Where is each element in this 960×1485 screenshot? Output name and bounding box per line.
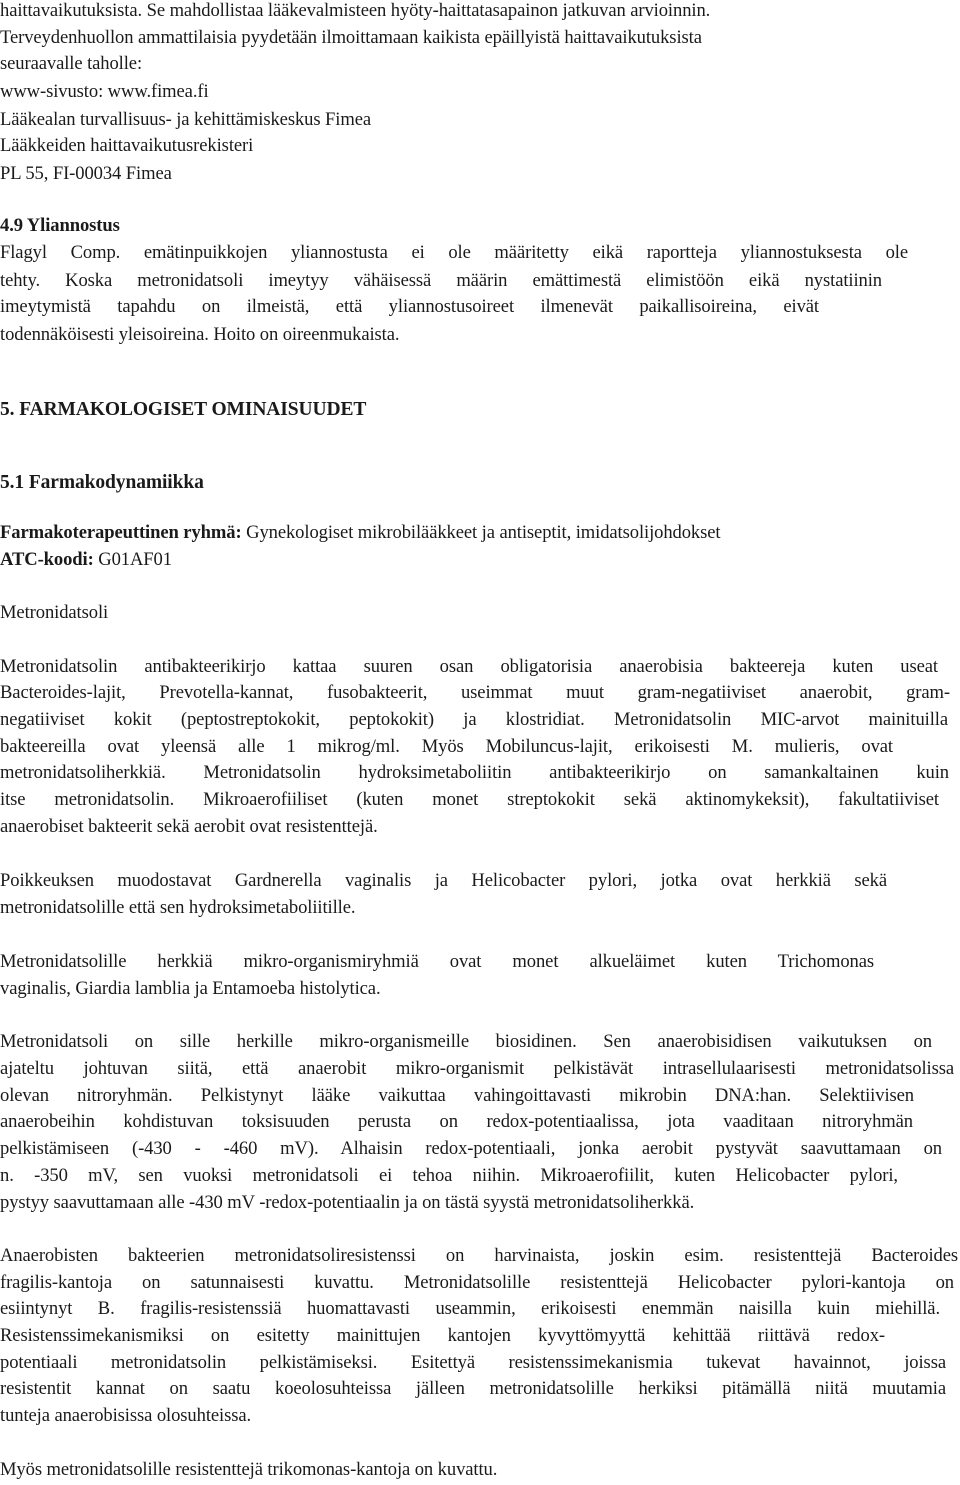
pharmacotherapeutic-group-label: Farmakoterapeuttinen ryhmä: [0, 522, 242, 543]
text-line: seuraavalle taholle: [0, 53, 143, 74]
text-line: imeytymistä tapahdu on ilmeistä, että yliannostusoireet ilmenevät paikallisoireina, eivät [0, 296, 819, 317]
text-line: Lääkkeiden haittavaikutusrekisteri [0, 135, 254, 156]
text-line: metronidatsoliherkkiä. Metronidatsolin hydroksimetaboliitin antibakteerikirjo on samankaltainen kuin [0, 762, 949, 783]
text-line: haittavaikutuksista. Se mahdollistaa lääkevalmisteen hyöty-haittatasapainon jatkuvan arvioinnin. [0, 0, 711, 21]
section-heading-4-9: 4.9 Yliannostus [0, 215, 120, 236]
atc-code-label: ATC-koodi: [0, 549, 94, 570]
text-line: pystyy saavuttamaan alle -430 mV -redox-potentiaalin ja on tästä syystä metronidatsoliherkkä. [0, 1192, 695, 1213]
section-heading-5: 5. FARMAKOLOGISET OMINAISUUDET [0, 399, 367, 420]
text-line: anaerobiset bakteerit sekä aerobit ovat resistenttejä. [0, 816, 378, 837]
text-line: n. -350 mV, sen vuoksi metronidatsoli ei tehoa niihin. Mikroaerofiilit, kuten Helicobacter pylori, [0, 1165, 898, 1186]
text-line: Anaerobisten bakteerien metronidatsoliresistenssi on harvinaista, joskin esim. resistenttejä Bacteroides [0, 1245, 958, 1266]
text-line: Metronidatsolin antibakteerikirjo kattaa suuren osan obligatorisia anaerobisia bakteereja kuten useat [0, 656, 938, 677]
text-line: www-sivusto: www.fimea.fi [0, 81, 209, 102]
text-line: Lääkealan turvallisuus- ja kehittämiskeskus Fimea [0, 109, 372, 130]
text-line: resistentit kannat on saatu koeolosuhteissa jälleen metronidatsolille herkiksi pitämällä niitä muutamia [0, 1378, 946, 1399]
text-line: Metronidatsolille herkkiä mikro-organismiryhmiä ovat monet alkueläimet kuten Trichomonas [0, 951, 874, 972]
text-line: Flagyl Comp. emätinpuikkojen yliannostusta ei ole määritetty eikä raportteja yliannostuksesta ole [0, 242, 908, 263]
pharmacotherapeutic-group-value: Gynekologiset mikrobilääkkeet ja antiseptit, imidatsolijohdokset [241, 522, 721, 543]
pharmacotherapeutic-group [0, 524, 720, 543]
text-line: todennäköisesti yleisoireina. Hoito on oireenmukaista. [0, 324, 400, 345]
text-line: itse metronidatsolin. Mikroaerofiiliset (kuten monet streptokokit sekä aktinomykeksit), fakultatiiviset [0, 789, 939, 810]
text-line: Terveydenhuollon ammattilaisia pyydetään ilmoittamaan kaikista epäillyistä haittavaikutuksista [0, 27, 702, 48]
active-substance: Metronidatsoli [0, 602, 109, 623]
atc-code [0, 551, 172, 570]
text-line: olevan nitroryhmän. Pelkistynyt lääke vaikuttaa vahingoittavasti mikrobin DNA:han. Selektiivisen [0, 1085, 914, 1106]
text-line: bakteereilla ovat yleensä alle 1 mikrog/ml. Myös Mobiluncus-lajit, erikoisesti M. mulieris, ovat [0, 736, 893, 757]
text-line: Bacteroides-lajit, Prevotella-kannat, fusobakteerit, useimmat muut gram-negatiiviset anaerobit, gram- [0, 682, 950, 703]
text-line: Myös metronidatsolille resistenttejä trikomonas-kantoja on kuvattu. [0, 1459, 498, 1480]
text-line: anaerobeihin kohdistuvan toksisuuden perusta on redox-potentiaalissa, jota vaaditaan nitroryhmän [0, 1111, 913, 1132]
text-line: fragilis-kantoja on satunnaisesti kuvattu. Metronidatsolille resistenttejä Helicobacter pylori-kantoja on [0, 1272, 954, 1293]
text-line: esiintynyt B. fragilis-resistenssiä huomattavasti useammin, erikoisesti enemmän naisilla kuin miehillä. [0, 1298, 940, 1319]
text-line: Resistenssimekanismiksi on esitetty mainittujen kantojen kyvyttömyyttä kehittää riittävä redox- [0, 1325, 885, 1346]
text-line: potentiaali metronidatsolin pelkistämiseksi. Esitettyä resistenssimekanismia tukevat havainnot, joissa [0, 1352, 946, 1373]
text-line: PL 55, FI-00034 Fimea [0, 163, 172, 184]
text-line: Poikkeuksen muodostavat Gardnerella vaginalis ja Helicobacter pylori, jotka ovat herkkiä sekä [0, 870, 887, 891]
text-line: tunteja anaerobisissa olosuhteissa. [0, 1405, 252, 1426]
text-line: vaginalis, Giardia lamblia ja Entamoeba histolytica. [0, 978, 381, 999]
text-line: metronidatsolille että sen hydroksimetaboliitille. [0, 897, 356, 918]
text-line: ajateltu johtuvan siitä, että anaerobit mikro-organismit pelkistävät intrasellulaarisesti metronidatsolissa [0, 1058, 954, 1079]
text-line: Metronidatsoli on sille herkille mikro-organismeille biosidinen. Sen anaerobisidisen vaikutuksen on [0, 1031, 932, 1052]
text-line: pelkistämiseen (-430 - -460 mV). Alhaisin redox-potentiaali, jonka aerobit pystyvät saavuttamaan on [0, 1138, 942, 1159]
atc-code-value: G01AF01 [93, 549, 172, 570]
section-heading-5-1: 5.1 Farmakodynamiikka [0, 472, 204, 493]
text-line: negatiiviset kokit (peptostreptokokit, peptokokit) ja klostridiat. Metronidatsolin MIC-arvot mainituilla [0, 709, 948, 730]
text-line: tehty. Koska metronidatsoli imeytyy vähäisessä määrin emättimestä elimistöön eikä nystatiinin [0, 270, 882, 291]
